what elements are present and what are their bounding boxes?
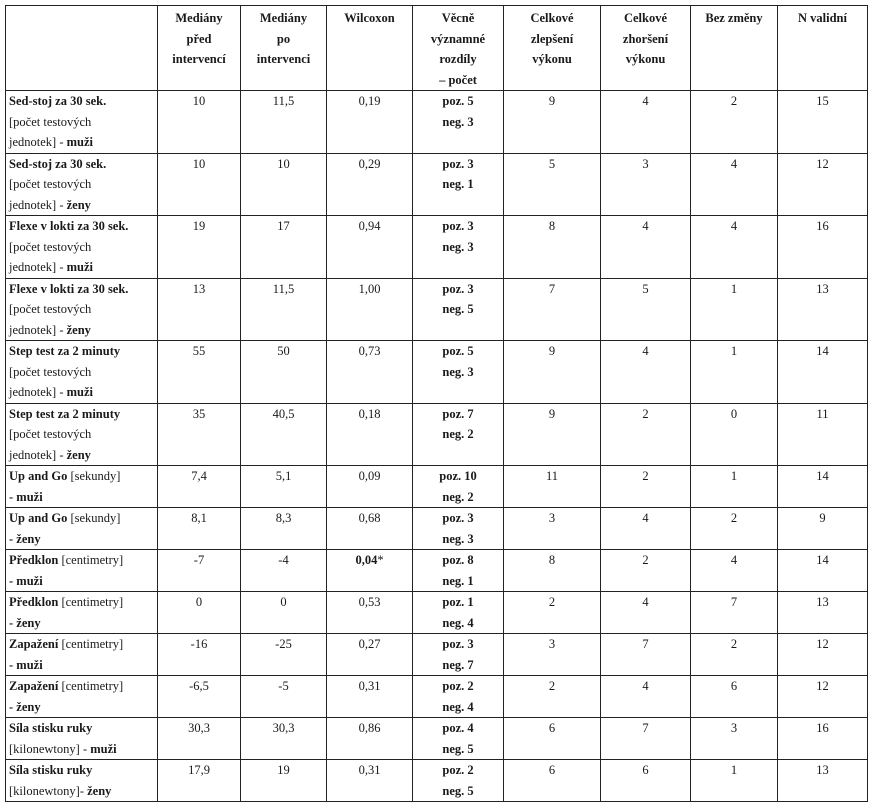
wilcoxon-cell bbox=[327, 91, 413, 154]
row-label bbox=[6, 341, 158, 404]
total-improvement-cell: 9 bbox=[504, 341, 601, 404]
row-label-text: jednotek] - bbox=[9, 385, 67, 399]
row-label-text: [kilonewtony] - bbox=[9, 741, 91, 756]
wilcoxon-cell bbox=[327, 466, 413, 508]
row-label bbox=[6, 634, 158, 676]
median-before-cell: 35 bbox=[158, 403, 241, 466]
row-label-text: [počet testových bbox=[9, 364, 92, 379]
row-label-text: jednotek] - bbox=[9, 197, 67, 212]
table-row bbox=[6, 91, 868, 154]
wilcoxon-value: 1,00 bbox=[358, 281, 381, 296]
negative-count: neg. 3 bbox=[442, 114, 474, 129]
positive-count: poz. 3 bbox=[442, 281, 474, 296]
significant-diffs-cell bbox=[413, 676, 504, 718]
row-label-bold: ženy bbox=[66, 447, 91, 462]
row-label-bold: Sed-stoj za 30 sek. bbox=[9, 94, 107, 108]
median-before-cell: 17,9 bbox=[158, 760, 241, 802]
row-label-line bbox=[9, 154, 154, 175]
n-valid-cell: 11 bbox=[778, 403, 868, 466]
header-line: N validní bbox=[798, 11, 847, 25]
row-label bbox=[6, 216, 158, 279]
header-line: významné bbox=[430, 31, 486, 46]
header-line: Bez změny bbox=[705, 11, 763, 25]
median-after-cell: -4 bbox=[241, 550, 327, 592]
row-label-line bbox=[9, 299, 154, 320]
no-change-cell: 1 bbox=[691, 278, 778, 341]
negative-count: neg. 1 bbox=[442, 177, 474, 191]
no-change-cell: 0 bbox=[691, 403, 778, 466]
n-valid-cell: 14 bbox=[778, 466, 868, 508]
row-label-bold: - ženy bbox=[9, 531, 41, 546]
row-label-line bbox=[9, 487, 154, 508]
row-label-text: [kilonewtony]- bbox=[9, 783, 88, 798]
header-line: rozdíly bbox=[439, 52, 477, 66]
row-label bbox=[6, 592, 158, 634]
row-label-line bbox=[9, 279, 154, 300]
wilcoxon-cell bbox=[327, 592, 413, 634]
row-label-line bbox=[9, 508, 154, 529]
header-line: Mediány bbox=[175, 11, 223, 25]
row-label-bold: muži bbox=[66, 385, 94, 399]
row-label-line bbox=[9, 257, 154, 278]
wilcoxon-value: 0,29 bbox=[358, 156, 381, 171]
n-valid-cell: 12 bbox=[778, 153, 868, 216]
median-after-cell: -25 bbox=[241, 634, 327, 676]
row-label-bold: ženy bbox=[66, 197, 91, 212]
positive-count: poz. 4 bbox=[442, 721, 474, 735]
row-label-text: [sekundy] bbox=[67, 469, 121, 483]
row-label-line bbox=[9, 341, 154, 362]
positive-count: poz. 2 bbox=[442, 763, 474, 777]
row-label-bold: Up and Go bbox=[9, 469, 68, 483]
header-line: zhoršení bbox=[622, 31, 669, 46]
header-row bbox=[6, 6, 868, 91]
header-line: intervenci bbox=[256, 52, 311, 66]
no-change-cell: 1 bbox=[691, 760, 778, 802]
row-label-text: [sekundy] bbox=[67, 511, 121, 525]
total-improvement-cell: 3 bbox=[504, 634, 601, 676]
row-label-text: [počet testových bbox=[9, 177, 92, 191]
row-label-text: [počet testových bbox=[9, 427, 92, 441]
row-label bbox=[6, 718, 158, 760]
total-worsening-cell: 6 bbox=[601, 760, 691, 802]
table-row bbox=[6, 153, 868, 216]
wilcoxon-value: 0,09 bbox=[358, 469, 381, 483]
header-line: intervencí bbox=[172, 52, 226, 66]
row-label-text: jednotek] - bbox=[9, 322, 67, 337]
median-after-cell: 19 bbox=[241, 760, 327, 802]
row-label bbox=[6, 676, 158, 718]
median-before-cell: 55 bbox=[158, 341, 241, 404]
negative-count: neg. 5 bbox=[442, 302, 474, 316]
significant-diffs-cell bbox=[413, 466, 504, 508]
negative-count: neg. 5 bbox=[442, 741, 474, 756]
no-change-cell: 1 bbox=[691, 341, 778, 404]
row-label-line bbox=[9, 91, 154, 112]
positive-count: poz. 3 bbox=[442, 637, 474, 651]
wilcoxon-value: 0,27 bbox=[358, 637, 381, 651]
significant-diffs-cell bbox=[413, 153, 504, 216]
row-label-line bbox=[9, 445, 154, 466]
row-label-line bbox=[9, 529, 154, 550]
header-line: zlepšení bbox=[530, 31, 574, 46]
row-label-text: jednotek] - bbox=[9, 260, 67, 274]
wilcoxon-value: 0,86 bbox=[358, 721, 381, 735]
row-label-bold: muži bbox=[90, 741, 117, 756]
positive-count: poz. 8 bbox=[442, 553, 474, 567]
row-label-line bbox=[9, 697, 154, 718]
median-after-cell: 30,3 bbox=[241, 718, 327, 760]
total-worsening-cell: 4 bbox=[601, 508, 691, 550]
total-improvement-cell: 11 bbox=[504, 466, 601, 508]
positive-count: poz. 1 bbox=[442, 595, 474, 609]
n-valid-cell: 12 bbox=[778, 676, 868, 718]
total-worsening-cell: 4 bbox=[601, 676, 691, 718]
row-label-line bbox=[9, 362, 154, 383]
table-body bbox=[6, 91, 868, 802]
row-label-bold: Flexe v lokti za 30 sek. bbox=[9, 281, 129, 296]
row-label-line bbox=[9, 718, 154, 739]
header-no-change bbox=[691, 6, 778, 91]
total-improvement-cell: 2 bbox=[504, 676, 601, 718]
row-label bbox=[6, 153, 158, 216]
positive-count: poz. 3 bbox=[442, 156, 474, 171]
row-label-line bbox=[9, 550, 154, 571]
row-label bbox=[6, 508, 158, 550]
row-label-line bbox=[9, 132, 154, 153]
row-label-bold: Síla stisku ruky bbox=[9, 721, 93, 735]
wilcoxon-value: 0,68 bbox=[358, 511, 381, 525]
median-after-cell: 0 bbox=[241, 592, 327, 634]
row-label-text: jednotek] - bbox=[9, 447, 67, 462]
row-label-bold: - ženy bbox=[9, 699, 41, 714]
row-label-line bbox=[9, 195, 154, 216]
total-worsening-cell: 3 bbox=[601, 153, 691, 216]
header-total-worsening bbox=[601, 6, 691, 91]
total-worsening-cell: 4 bbox=[601, 216, 691, 279]
median-before-cell: 10 bbox=[158, 153, 241, 216]
row-label-text: [centimetry] bbox=[58, 553, 124, 567]
row-label-text: [počet testových bbox=[9, 302, 92, 316]
significant-diffs-cell bbox=[413, 403, 504, 466]
significant-diffs-cell bbox=[413, 760, 504, 802]
total-improvement-cell: 6 bbox=[504, 718, 601, 760]
row-label-line bbox=[9, 781, 154, 802]
row-label-line bbox=[9, 739, 154, 760]
row-label-line bbox=[9, 655, 154, 676]
row-label-line bbox=[9, 466, 154, 487]
total-worsening-cell: 5 bbox=[601, 278, 691, 341]
median-after-cell: 5,1 bbox=[241, 466, 327, 508]
row-label-line bbox=[9, 424, 154, 445]
negative-count: neg. 3 bbox=[442, 239, 474, 254]
significant-diffs-cell bbox=[413, 508, 504, 550]
row-label-line bbox=[9, 174, 154, 195]
no-change-cell: 7 bbox=[691, 592, 778, 634]
total-worsening-cell: 2 bbox=[601, 466, 691, 508]
row-label-bold: muži bbox=[66, 260, 94, 274]
n-valid-cell: 13 bbox=[778, 592, 868, 634]
row-label-line bbox=[9, 760, 154, 781]
significant-diffs-cell bbox=[413, 634, 504, 676]
wilcoxon-cell bbox=[327, 216, 413, 279]
table-row bbox=[6, 676, 868, 718]
row-label bbox=[6, 403, 158, 466]
negative-count: neg. 2 bbox=[442, 427, 474, 441]
header-line: Celkové bbox=[530, 11, 574, 25]
n-valid-cell: 14 bbox=[778, 341, 868, 404]
row-label-line bbox=[9, 634, 154, 655]
wilcoxon-value: 0,04 bbox=[355, 553, 378, 567]
row-label-text: [centimetry] bbox=[58, 679, 124, 693]
no-change-cell: 6 bbox=[691, 676, 778, 718]
table-row bbox=[6, 341, 868, 404]
n-valid-cell: 12 bbox=[778, 634, 868, 676]
n-valid-cell: 15 bbox=[778, 91, 868, 154]
wilcoxon-cell bbox=[327, 676, 413, 718]
row-label-bold: Up and Go bbox=[9, 511, 68, 525]
table-header bbox=[6, 6, 868, 91]
row-label-line bbox=[9, 571, 154, 592]
median-before-cell: -7 bbox=[158, 550, 241, 592]
wilcoxon-cell bbox=[327, 508, 413, 550]
positive-count: poz. 3 bbox=[442, 219, 474, 233]
total-worsening-cell: 2 bbox=[601, 550, 691, 592]
header-line: výkonu bbox=[625, 52, 666, 66]
row-label bbox=[6, 91, 158, 154]
table-row bbox=[6, 403, 868, 466]
row-label-line bbox=[9, 237, 154, 258]
table-row bbox=[6, 550, 868, 592]
total-worsening-cell: 4 bbox=[601, 91, 691, 154]
n-valid-cell: 13 bbox=[778, 760, 868, 802]
row-label-bold: Předklon bbox=[9, 553, 59, 567]
no-change-cell: 4 bbox=[691, 550, 778, 592]
no-change-cell: 4 bbox=[691, 216, 778, 279]
row-label-bold: Předklon bbox=[9, 595, 59, 609]
table-row bbox=[6, 466, 868, 508]
total-improvement-cell: 5 bbox=[504, 153, 601, 216]
row-label bbox=[6, 760, 158, 802]
total-improvement-cell: 8 bbox=[504, 550, 601, 592]
wilcoxon-value: 0,94 bbox=[358, 219, 381, 233]
median-before-cell: 0 bbox=[158, 592, 241, 634]
results-table bbox=[5, 5, 868, 802]
total-worsening-cell: 7 bbox=[601, 718, 691, 760]
median-after-cell: 40,5 bbox=[241, 403, 327, 466]
row-label-text: [počet testových bbox=[9, 114, 92, 129]
median-before-cell: 7,4 bbox=[158, 466, 241, 508]
row-label-text: jednotek] - bbox=[9, 135, 67, 149]
wilcoxon-value: 0,19 bbox=[358, 94, 381, 108]
negative-count: neg. 4 bbox=[442, 615, 474, 630]
positive-count: poz. 2 bbox=[442, 679, 474, 693]
row-label-bold: Zapažení bbox=[9, 637, 59, 651]
no-change-cell: 4 bbox=[691, 153, 778, 216]
total-improvement-cell: 9 bbox=[504, 91, 601, 154]
negative-count: neg. 4 bbox=[442, 699, 474, 714]
significance-mark: * bbox=[377, 553, 384, 567]
positive-count: poz. 7 bbox=[442, 406, 474, 421]
wilcoxon-value: 0,31 bbox=[358, 763, 381, 777]
positive-count: poz. 3 bbox=[442, 511, 474, 525]
header-median-before bbox=[158, 6, 241, 91]
wilcoxon-cell bbox=[327, 403, 413, 466]
median-before-cell: -16 bbox=[158, 634, 241, 676]
negative-count: neg. 1 bbox=[442, 573, 474, 588]
wilcoxon-cell bbox=[327, 341, 413, 404]
median-before-cell: 13 bbox=[158, 278, 241, 341]
row-label-bold: ženy bbox=[66, 322, 91, 337]
row-label-bold: Step test za 2 minuty bbox=[9, 406, 121, 421]
negative-count: neg. 3 bbox=[442, 364, 474, 379]
table-row bbox=[6, 508, 868, 550]
table-row bbox=[6, 718, 868, 760]
row-label-bold: Zapažení bbox=[9, 679, 59, 693]
total-improvement-cell: 3 bbox=[504, 508, 601, 550]
row-label-text: [centimetry] bbox=[58, 637, 124, 651]
significant-diffs-cell bbox=[413, 278, 504, 341]
median-after-cell: 17 bbox=[241, 216, 327, 279]
row-label-text: [počet testových bbox=[9, 239, 92, 254]
median-before-cell: 8,1 bbox=[158, 508, 241, 550]
row-label-bold: - muži bbox=[9, 573, 43, 588]
table-row bbox=[6, 760, 868, 802]
header-median-after bbox=[241, 6, 327, 91]
row-label-line bbox=[9, 676, 154, 697]
positive-count: poz. 5 bbox=[442, 344, 474, 358]
positive-count: poz. 10 bbox=[439, 469, 477, 483]
median-after-cell: 50 bbox=[241, 341, 327, 404]
significant-diffs-cell bbox=[413, 592, 504, 634]
wilcoxon-cell bbox=[327, 634, 413, 676]
total-improvement-cell: 7 bbox=[504, 278, 601, 341]
row-label-line bbox=[9, 216, 154, 237]
n-valid-cell: 13 bbox=[778, 278, 868, 341]
significant-diffs-cell bbox=[413, 550, 504, 592]
table-row bbox=[6, 278, 868, 341]
negative-count: neg. 5 bbox=[442, 783, 474, 798]
wilcoxon-value: 0,53 bbox=[358, 595, 381, 609]
table-row bbox=[6, 592, 868, 634]
n-valid-cell: 16 bbox=[778, 216, 868, 279]
median-after-cell: 11,5 bbox=[241, 91, 327, 154]
row-label bbox=[6, 278, 158, 341]
no-change-cell: 2 bbox=[691, 508, 778, 550]
total-improvement-cell: 2 bbox=[504, 592, 601, 634]
wilcoxon-value: 0,73 bbox=[358, 344, 381, 358]
header-line: Věcně bbox=[441, 11, 475, 25]
row-label-bold: - ženy bbox=[9, 615, 41, 630]
row-label-text: [centimetry] bbox=[58, 595, 124, 609]
n-valid-cell: 14 bbox=[778, 550, 868, 592]
header-n-valid bbox=[778, 6, 868, 91]
total-worsening-cell: 7 bbox=[601, 634, 691, 676]
median-after-cell: -5 bbox=[241, 676, 327, 718]
significant-diffs-cell bbox=[413, 91, 504, 154]
significant-diffs-cell bbox=[413, 216, 504, 279]
row-label-bold: - muži bbox=[9, 489, 43, 504]
wilcoxon-cell bbox=[327, 718, 413, 760]
median-before-cell: 19 bbox=[158, 216, 241, 279]
no-change-cell: 1 bbox=[691, 466, 778, 508]
no-change-cell: 2 bbox=[691, 91, 778, 154]
row-label-bold: - muži bbox=[9, 657, 43, 672]
header-significant-diffs bbox=[413, 6, 504, 91]
total-worsening-cell: 2 bbox=[601, 403, 691, 466]
median-after-cell: 11,5 bbox=[241, 278, 327, 341]
n-valid-cell: 16 bbox=[778, 718, 868, 760]
row-label bbox=[6, 550, 158, 592]
total-worsening-cell: 4 bbox=[601, 592, 691, 634]
row-label-bold: Step test za 2 minuty bbox=[9, 344, 121, 358]
row-label-line bbox=[9, 320, 154, 341]
median-before-cell: 10 bbox=[158, 91, 241, 154]
header-line: před bbox=[186, 31, 212, 46]
significant-diffs-cell bbox=[413, 718, 504, 760]
total-improvement-cell: 6 bbox=[504, 760, 601, 802]
header-line: Mediány bbox=[259, 11, 308, 25]
header-line: po bbox=[276, 31, 291, 46]
total-worsening-cell: 4 bbox=[601, 341, 691, 404]
row-label-bold: Síla stisku ruky bbox=[9, 763, 93, 777]
wilcoxon-cell bbox=[327, 278, 413, 341]
n-valid-cell: 9 bbox=[778, 508, 868, 550]
positive-count: poz. 5 bbox=[442, 94, 474, 108]
header-line: Wilcoxon bbox=[344, 11, 395, 25]
wilcoxon-value: 0,31 bbox=[358, 679, 381, 693]
negative-count: neg. 2 bbox=[442, 489, 474, 504]
row-label-bold: Flexe v lokti za 30 sek. bbox=[9, 219, 129, 233]
wilcoxon-cell bbox=[327, 760, 413, 802]
row-label-line bbox=[9, 404, 154, 425]
median-before-cell: 30,3 bbox=[158, 718, 241, 760]
row-label-line bbox=[9, 613, 154, 634]
wilcoxon-cell bbox=[327, 550, 413, 592]
median-after-cell: 10 bbox=[241, 153, 327, 216]
no-change-cell: 2 bbox=[691, 634, 778, 676]
table-row bbox=[6, 216, 868, 279]
row-label-bold: ženy bbox=[87, 783, 112, 798]
negative-count: neg. 3 bbox=[442, 531, 474, 546]
total-improvement-cell: 9 bbox=[504, 403, 601, 466]
median-after-cell: 8,3 bbox=[241, 508, 327, 550]
row-label-line bbox=[9, 382, 154, 403]
header-line: Celkové bbox=[623, 11, 668, 25]
header-line: – počet bbox=[439, 72, 477, 87]
row-label-bold: Sed-stoj za 30 sek. bbox=[9, 156, 107, 171]
row-label bbox=[6, 466, 158, 508]
median-before-cell: -6,5 bbox=[158, 676, 241, 718]
header-corner bbox=[6, 6, 158, 91]
row-label-line bbox=[9, 592, 154, 613]
row-label-bold: muži bbox=[66, 135, 94, 149]
significant-diffs-cell bbox=[413, 341, 504, 404]
table-row bbox=[6, 634, 868, 676]
header-wilcoxon bbox=[327, 6, 413, 91]
total-improvement-cell: 8 bbox=[504, 216, 601, 279]
negative-count: neg. 7 bbox=[442, 657, 474, 672]
wilcoxon-value: 0,18 bbox=[358, 406, 381, 421]
header-total-improvement bbox=[504, 6, 601, 91]
header-line: výkonu bbox=[532, 52, 572, 66]
wilcoxon-cell bbox=[327, 153, 413, 216]
row-label-line bbox=[9, 112, 154, 133]
no-change-cell: 3 bbox=[691, 718, 778, 760]
